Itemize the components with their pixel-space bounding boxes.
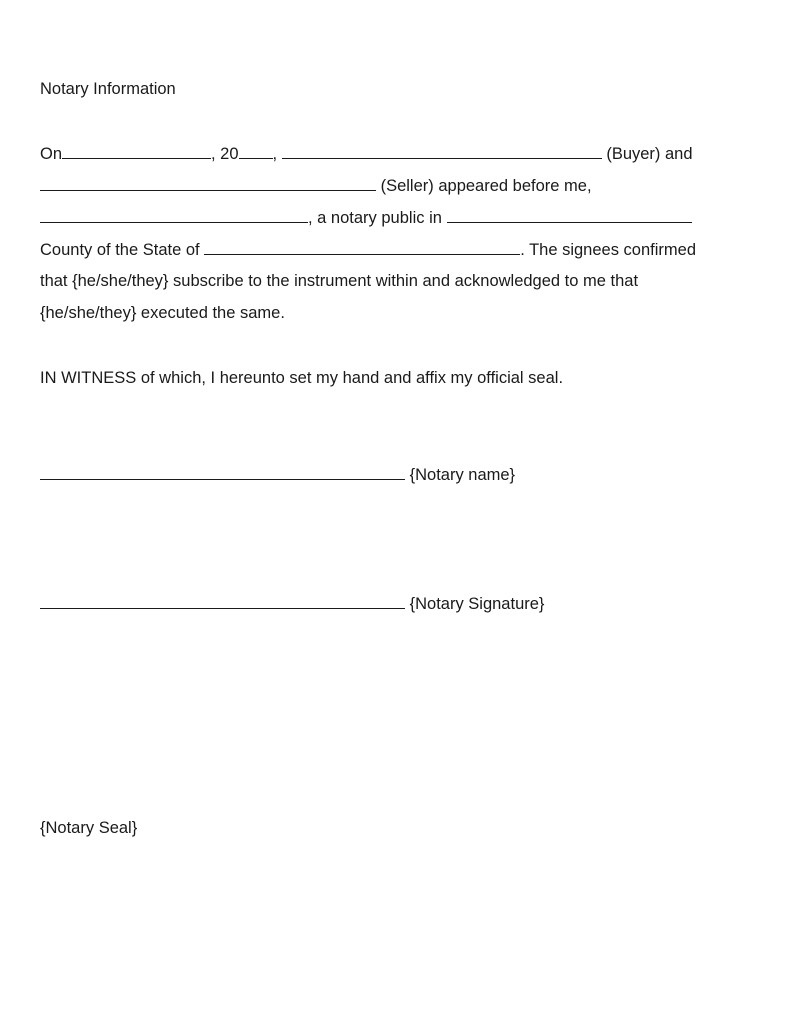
notary-name-line[interactable] [40,463,405,480]
notary-seal-label: {Notary Seal} [40,819,138,837]
comma-text: , [272,145,278,163]
signees-confirmed-text: . The signees confirmed [520,241,696,259]
paragraph-line-2 [40,174,740,206]
buyer-name-blank[interactable] [282,142,602,159]
notary-name-label: {Notary name} [409,466,516,484]
county-of-state-text: County of the State of [40,241,200,259]
paragraph-line-6: {he/she/they} executed the same. [40,304,285,322]
county-blank[interactable] [447,206,692,223]
notary-paragraph [40,142,740,334]
paragraph-line-1 [40,142,740,174]
paragraph-line-3 [40,206,740,238]
state-blank[interactable] [204,238,520,255]
notary-signature-label: {Notary Signature} [409,595,545,613]
witness-statement: IN WITNESS of which, I hereunto set my hand and affix my official seal. [40,369,564,387]
paragraph-line-5: that {he/she/they} subscribe to the instrument within and acknowledged to me that [40,272,639,290]
notary-name-blank[interactable] [40,206,308,223]
date-day-month-blank[interactable] [62,142,211,159]
year-prefix-text: , 20 [211,145,239,163]
notary-signature-line[interactable] [40,592,405,609]
notary-name-row [40,463,515,486]
document-heading: Notary Information [40,80,176,98]
buyer-and-text: (Buyer) and [606,145,693,163]
seller-name-blank[interactable] [40,174,376,191]
notary-signature-row [40,592,544,615]
year-blank[interactable] [239,142,273,159]
notary-public-in-text: , a notary public in [308,209,442,227]
seller-text: (Seller) appeared before me, [380,177,592,195]
paragraph-line-4 [40,238,740,270]
on-text: On [40,145,63,163]
